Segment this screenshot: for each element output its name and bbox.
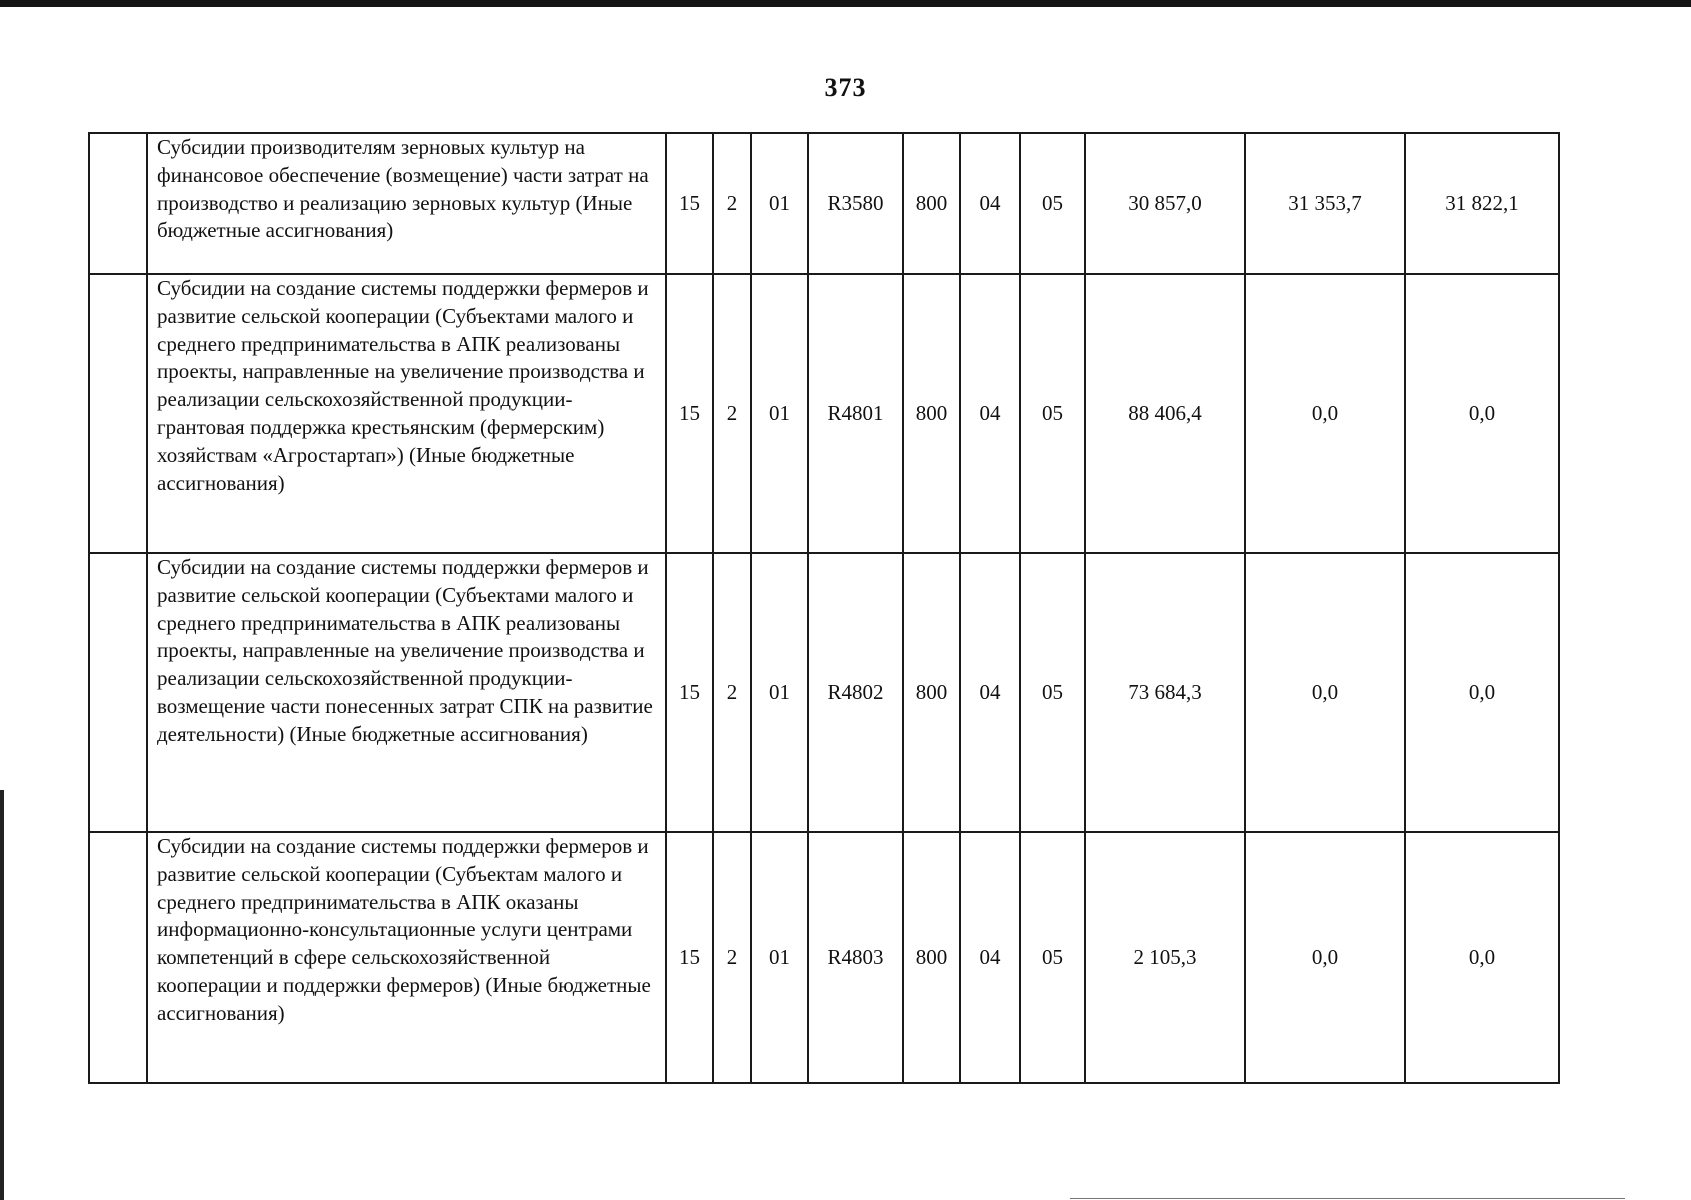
page-number: 373 xyxy=(824,73,867,102)
code-cell: 800 xyxy=(903,553,960,832)
left-scan-border xyxy=(0,790,4,1200)
amount-cell: 0,0 xyxy=(1405,553,1559,832)
row-index-cell xyxy=(89,832,147,1083)
table-row xyxy=(89,274,1559,553)
code-cell: 01 xyxy=(751,832,808,1083)
row-index-cell xyxy=(89,274,147,553)
table-row xyxy=(89,553,1559,832)
code-cell: 01 xyxy=(751,133,808,274)
bottom-scan-line xyxy=(1070,1198,1625,1199)
code-cell: 800 xyxy=(903,832,960,1083)
code-cell: 2 xyxy=(713,553,751,832)
amount-cell: 0,0 xyxy=(1405,274,1559,553)
table-row xyxy=(89,832,1559,1083)
code-cell: 15 xyxy=(666,832,713,1083)
code-cell: 2 xyxy=(713,832,751,1083)
code-cell: 15 xyxy=(666,553,713,832)
code-cell: 15 xyxy=(666,133,713,274)
amount-cell: 73 684,3 xyxy=(1085,553,1245,832)
row-index-cell xyxy=(89,133,147,274)
code-cell: 15 xyxy=(666,274,713,553)
code-cell: 05 xyxy=(1020,832,1085,1083)
amount-cell: 31 353,7 xyxy=(1245,133,1405,274)
code-cell: R4802 xyxy=(808,553,903,832)
code-cell: 800 xyxy=(903,274,960,553)
description-cell: Субсидии на создание системы поддержки фермеров и развитие сельской кооперации (Субъектами малого и среднего предпринимательства в АПК реализованы проекты, направленные на увеличение производства и реализации сельскохозяйственной продукции-грантовая поддержка крестьянским (фермерским) хозяйствам «Агростартап») (Иные бюджетные ассигнования) xyxy=(147,274,666,553)
amount-cell: 0,0 xyxy=(1245,553,1405,832)
amount-cell: 30 857,0 xyxy=(1085,133,1245,274)
budget-table xyxy=(88,132,1560,1084)
code-cell: 01 xyxy=(751,274,808,553)
amount-cell: 0,0 xyxy=(1245,832,1405,1083)
code-cell: 04 xyxy=(960,274,1020,553)
description-cell: Субсидии на создание системы поддержки фермеров и развитие сельской кооперации (Субъектам малого и среднего предпринимательства в АПК оказаны информационно-консультационные услуги центрами компетенций в сфере сельскохозяйственной кооперации и поддержки фермеров) (Иные бюджетные ассигнования) xyxy=(147,832,666,1083)
code-cell: R4803 xyxy=(808,832,903,1083)
code-cell: 2 xyxy=(713,274,751,553)
amount-cell: 0,0 xyxy=(1405,832,1559,1083)
table-row xyxy=(89,133,1559,274)
description-cell: Субсидии производителям зерновых культур на финансовое обеспечение (возмещение) части затрат на производство и реализацию зерновых культур (Иные бюджетные ассигнования) xyxy=(147,133,666,274)
amount-cell: 0,0 xyxy=(1245,274,1405,553)
code-cell: 04 xyxy=(960,133,1020,274)
amount-cell: 88 406,4 xyxy=(1085,274,1245,553)
row-index-cell xyxy=(89,553,147,832)
code-cell: 05 xyxy=(1020,553,1085,832)
code-cell: R3580 xyxy=(808,133,903,274)
code-cell: 01 xyxy=(751,553,808,832)
code-cell: 05 xyxy=(1020,274,1085,553)
amount-cell: 2 105,3 xyxy=(1085,832,1245,1083)
code-cell: R4801 xyxy=(808,274,903,553)
code-cell: 04 xyxy=(960,553,1020,832)
code-cell: 05 xyxy=(1020,133,1085,274)
code-cell: 800 xyxy=(903,133,960,274)
code-cell: 2 xyxy=(713,133,751,274)
top-scan-border xyxy=(0,0,1691,7)
description-cell: Субсидии на создание системы поддержки фермеров и развитие сельской кооперации (Субъектами малого и среднего предпринимательства в АПК реализованы проекты, направленные на увеличение производства и реализации сельскохозяйственной продукции-возмещение части понесенных затрат СПК на развитие деятельности) (Иные бюджетные ассигнования) xyxy=(147,553,666,832)
code-cell: 04 xyxy=(960,832,1020,1083)
amount-cell: 31 822,1 xyxy=(1405,133,1559,274)
